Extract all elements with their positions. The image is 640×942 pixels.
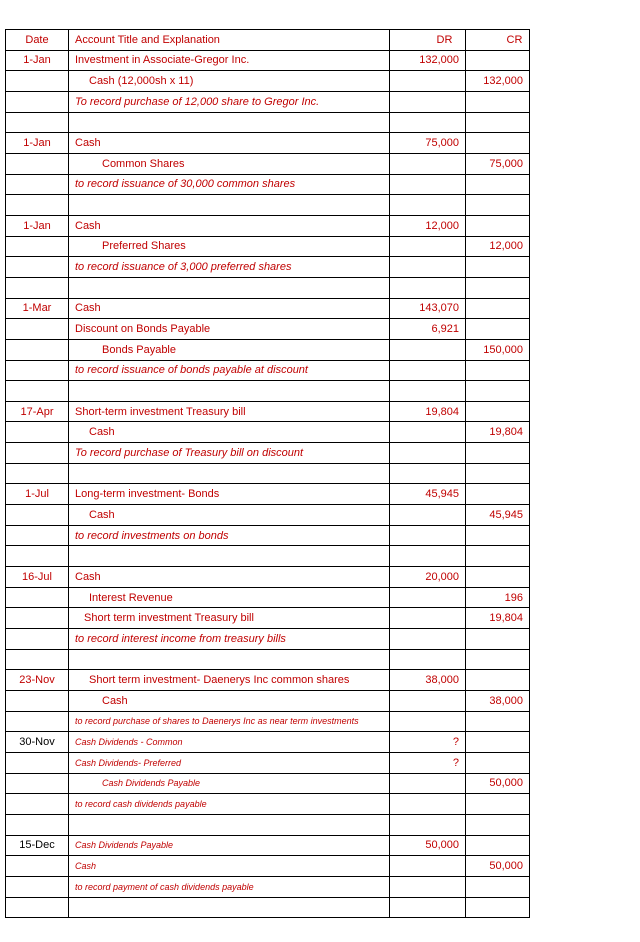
account-cell <box>69 670 390 691</box>
dr-cell <box>390 835 466 856</box>
dr-cell <box>390 133 466 154</box>
cr-cell <box>466 897 530 918</box>
cr-cell <box>466 360 530 381</box>
date-cell-text: 1-Jul <box>25 488 49 501</box>
date-cell <box>6 174 69 195</box>
cr-cell <box>466 50 530 71</box>
dr-cell <box>390 319 466 340</box>
account-cell-text: Long-term investment- Bonds <box>75 488 220 501</box>
header-account: Account Title and Explanation <box>69 30 390 51</box>
account-cell <box>69 505 390 526</box>
account-cell-text: to record issuance of bonds payable at discount <box>75 364 308 377</box>
date-cell <box>6 133 69 154</box>
table-row <box>6 319 530 340</box>
dr-cell <box>390 195 466 216</box>
account-cell <box>69 856 390 877</box>
dr-cell <box>390 257 466 278</box>
date-cell <box>6 587 69 608</box>
account-cell <box>69 835 390 856</box>
account-cell-text: Cash Dividends Payable <box>75 840 174 851</box>
account-cell <box>69 360 390 381</box>
cr-cell <box>466 835 530 856</box>
account-cell-text: Cash <box>75 861 97 872</box>
dr-cell-text: 20,000 <box>425 570 459 583</box>
account-cell <box>69 629 390 650</box>
account-cell <box>69 422 390 443</box>
date-cell <box>6 422 69 443</box>
table-row <box>6 153 530 174</box>
account-cell <box>69 608 390 629</box>
date-cell <box>6 443 69 464</box>
cr-cell <box>466 711 530 732</box>
account-cell <box>69 298 390 319</box>
table-row <box>6 835 530 856</box>
cr-cell <box>466 443 530 464</box>
date-cell <box>6 91 69 112</box>
table-row <box>6 174 530 195</box>
table-row <box>6 463 530 484</box>
table-row <box>6 484 530 505</box>
account-cell-text: Short term investment- Daenerys Inc common shares <box>89 674 350 687</box>
cr-cell-text: 50,000 <box>489 777 523 790</box>
cr-cell <box>466 629 530 650</box>
account-cell <box>69 587 390 608</box>
cr-cell <box>466 525 530 546</box>
account-cell <box>69 381 390 402</box>
date-cell <box>6 484 69 505</box>
dr-cell-text: 75,000 <box>425 137 459 150</box>
dr-cell <box>390 897 466 918</box>
account-cell <box>69 711 390 732</box>
dr-cell <box>390 215 466 236</box>
table-row <box>6 505 530 526</box>
account-cell <box>69 463 390 484</box>
table-row <box>6 422 530 443</box>
account-cell-text: To record purchase of 12,000 share to Gregor Inc. <box>75 95 320 108</box>
cr-cell-text: 75,000 <box>489 157 523 170</box>
dr-cell <box>390 298 466 319</box>
dr-cell <box>390 649 466 670</box>
dr-cell <box>390 856 466 877</box>
table-row <box>6 133 530 154</box>
date-cell <box>6 463 69 484</box>
cr-cell <box>466 732 530 753</box>
cr-cell <box>466 752 530 773</box>
cr-cell <box>466 856 530 877</box>
date-cell-text: 23-Nov <box>19 674 55 687</box>
date-cell-text: 1-Jan <box>23 137 51 150</box>
account-cell <box>69 691 390 712</box>
account-cell-text: Discount on Bonds Payable <box>75 323 211 336</box>
account-cell <box>69 732 390 753</box>
cr-cell <box>466 174 530 195</box>
date-cell <box>6 236 69 257</box>
account-cell-text: Preferred Shares <box>102 240 186 253</box>
dr-cell-text: 12,000 <box>425 219 459 232</box>
date-cell <box>6 876 69 897</box>
date-cell <box>6 215 69 236</box>
date-cell <box>6 319 69 340</box>
table-row <box>6 814 530 835</box>
dr-cell <box>390 360 466 381</box>
table-row <box>6 50 530 71</box>
dr-cell <box>390 339 466 360</box>
table-row <box>6 381 530 402</box>
account-cell-text: Cash <box>75 219 101 232</box>
cr-cell <box>466 319 530 340</box>
date-cell <box>6 691 69 712</box>
date-cell <box>6 50 69 71</box>
account-cell <box>69 71 390 92</box>
cr-cell <box>466 649 530 670</box>
date-cell <box>6 629 69 650</box>
cr-cell-text: 196 <box>504 591 523 604</box>
account-cell <box>69 814 390 835</box>
table-row <box>6 215 530 236</box>
dr-cell <box>390 463 466 484</box>
date-cell <box>6 814 69 835</box>
date-cell <box>6 794 69 815</box>
account-cell <box>69 897 390 918</box>
table-row <box>6 711 530 732</box>
dr-cell <box>390 91 466 112</box>
cr-cell <box>466 236 530 257</box>
account-cell-text: To record purchase of Treasury bill on discount <box>75 446 304 459</box>
date-cell <box>6 835 69 856</box>
dr-cell-text: 50,000 <box>425 839 459 852</box>
account-cell <box>69 174 390 195</box>
dr-cell-text: 19,804 <box>425 405 459 418</box>
dr-cell <box>390 381 466 402</box>
account-cell-text: Cash Dividends Payable <box>102 778 201 789</box>
date-cell <box>6 567 69 588</box>
table-row <box>6 856 530 877</box>
cr-cell <box>466 277 530 298</box>
table-row <box>6 360 530 381</box>
cr-cell <box>466 670 530 691</box>
dr-cell-text: 132,000 <box>419 54 459 67</box>
account-cell-text: Interest Revenue <box>89 591 173 604</box>
account-cell <box>69 525 390 546</box>
dr-cell <box>390 525 466 546</box>
table-row <box>6 401 530 422</box>
table-row <box>6 91 530 112</box>
dr-cell-text: 6,921 <box>431 323 459 336</box>
cr-cell <box>466 112 530 133</box>
date-cell <box>6 71 69 92</box>
dr-cell-text: ? <box>452 756 459 769</box>
account-cell <box>69 153 390 174</box>
table-row <box>6 649 530 670</box>
cr-cell <box>466 484 530 505</box>
date-cell-text: 1-Jan <box>23 54 51 67</box>
journal-table <box>5 29 530 918</box>
cr-cell-text: 12,000 <box>489 240 523 253</box>
date-cell <box>6 339 69 360</box>
dr-cell <box>390 236 466 257</box>
cr-cell <box>466 257 530 278</box>
cr-cell <box>466 401 530 422</box>
cr-cell <box>466 133 530 154</box>
account-cell <box>69 257 390 278</box>
account-cell <box>69 195 390 216</box>
account-cell-text: Cash Dividends- Preferred <box>75 757 182 768</box>
date-cell <box>6 649 69 670</box>
dr-cell <box>390 546 466 567</box>
dr-cell <box>390 505 466 526</box>
date-cell <box>6 752 69 773</box>
account-cell <box>69 401 390 422</box>
table-row <box>6 794 530 815</box>
account-cell <box>69 794 390 815</box>
cr-cell-text: 19,804 <box>489 426 523 439</box>
date-cell <box>6 897 69 918</box>
table-row <box>6 773 530 794</box>
date-cell <box>6 277 69 298</box>
header-dr: DR <box>390 30 466 51</box>
account-cell <box>69 752 390 773</box>
dr-cell <box>390 567 466 588</box>
date-cell <box>6 360 69 381</box>
cr-cell <box>466 422 530 443</box>
account-cell-text: Cash <box>75 570 101 583</box>
dr-cell <box>390 752 466 773</box>
table-row <box>6 876 530 897</box>
date-cell <box>6 195 69 216</box>
account-cell-text: to record payment of cash dividends payable <box>75 881 254 892</box>
dr-cell <box>390 443 466 464</box>
account-cell <box>69 443 390 464</box>
dr-cell <box>390 153 466 174</box>
cr-cell-text: 50,000 <box>489 860 523 873</box>
cr-cell-text: 150,000 <box>483 343 523 356</box>
account-cell-text: Cash <box>89 426 115 439</box>
date-cell <box>6 257 69 278</box>
cr-cell <box>466 567 530 588</box>
account-cell-text: Cash (12,000sh x 11) <box>89 75 194 88</box>
cr-cell <box>466 691 530 712</box>
account-cell-text: Cash <box>75 302 101 315</box>
account-cell <box>69 484 390 505</box>
table-row <box>6 277 530 298</box>
cr-cell <box>466 876 530 897</box>
account-cell <box>69 339 390 360</box>
date-cell-text: 30-Nov <box>19 736 55 749</box>
table-row <box>6 752 530 773</box>
table-row <box>6 443 530 464</box>
date-cell <box>6 608 69 629</box>
cr-cell-text: 132,000 <box>483 75 523 88</box>
date-cell <box>6 401 69 422</box>
account-cell-text: to record purchase of shares to Daenerys Inc as near term investments <box>75 716 359 727</box>
header-cr: CR <box>466 30 530 51</box>
cr-cell <box>466 608 530 629</box>
table-row <box>6 608 530 629</box>
account-cell <box>69 649 390 670</box>
dr-cell <box>390 732 466 753</box>
account-cell-text: to record issuance of 3,000 preferred shares <box>75 261 292 274</box>
account-cell <box>69 319 390 340</box>
cr-cell <box>466 814 530 835</box>
account-cell-text: to record issuance of 30,000 common shares <box>75 178 296 191</box>
date-cell <box>6 732 69 753</box>
account-cell <box>69 91 390 112</box>
account-cell-text: Investment in Associate-Gregor Inc. <box>75 54 250 67</box>
table-row <box>6 587 530 608</box>
dr-cell <box>390 50 466 71</box>
account-cell-text: Cash Dividends - Common <box>75 737 183 748</box>
table-row <box>6 195 530 216</box>
dr-cell <box>390 670 466 691</box>
account-cell <box>69 133 390 154</box>
dr-cell <box>390 629 466 650</box>
header-row <box>6 30 530 51</box>
cr-cell <box>466 794 530 815</box>
cr-cell <box>466 215 530 236</box>
cr-cell <box>466 91 530 112</box>
date-cell <box>6 505 69 526</box>
account-cell-text: Common Shares <box>102 157 185 170</box>
cr-cell-text: 45,945 <box>489 508 523 521</box>
cr-cell <box>466 71 530 92</box>
table-row <box>6 257 530 278</box>
account-cell <box>69 277 390 298</box>
dr-cell <box>390 112 466 133</box>
date-cell <box>6 546 69 567</box>
account-cell <box>69 567 390 588</box>
table-row <box>6 236 530 257</box>
account-cell-text: Cash <box>75 137 101 150</box>
table-row <box>6 897 530 918</box>
account-cell-text: to record interest income from treasury bills <box>75 632 286 645</box>
table-row <box>6 629 530 650</box>
dr-cell <box>390 608 466 629</box>
table-row <box>6 670 530 691</box>
account-cell <box>69 546 390 567</box>
dr-cell <box>390 587 466 608</box>
table-row <box>6 567 530 588</box>
cr-cell <box>466 153 530 174</box>
cr-cell <box>466 298 530 319</box>
dr-cell-text: 143,070 <box>419 302 459 315</box>
date-cell <box>6 525 69 546</box>
table-row <box>6 732 530 753</box>
dr-cell-text: 38,000 <box>425 674 459 687</box>
dr-cell <box>390 773 466 794</box>
date-cell-text: 1-Mar <box>22 302 52 315</box>
date-cell-text: 17-Apr <box>20 405 54 418</box>
cr-cell <box>466 505 530 526</box>
account-cell <box>69 50 390 71</box>
account-cell <box>69 876 390 897</box>
dr-cell <box>390 422 466 443</box>
table-row <box>6 525 530 546</box>
table-row <box>6 546 530 567</box>
dr-cell <box>390 711 466 732</box>
account-cell-text: Short term investment Treasury bill <box>84 612 254 625</box>
header-date: Date <box>6 30 69 51</box>
account-cell <box>69 236 390 257</box>
table-row <box>6 298 530 319</box>
date-cell-text: 1-Jan <box>23 219 51 232</box>
account-cell-text: to record cash dividends payable <box>75 799 207 810</box>
date-cell <box>6 711 69 732</box>
dr-cell <box>390 794 466 815</box>
account-cell-text: Bonds Payable <box>102 343 176 356</box>
account-cell-text: Short-term investment Treasury bill <box>75 405 246 418</box>
date-cell-text: 16-Jul <box>22 570 52 583</box>
date-cell-text: 15-Dec <box>19 839 55 852</box>
date-cell <box>6 298 69 319</box>
cr-cell <box>466 339 530 360</box>
account-cell <box>69 112 390 133</box>
table-row <box>6 339 530 360</box>
cr-cell <box>466 463 530 484</box>
cr-cell <box>466 546 530 567</box>
account-cell-text: Cash <box>89 508 115 521</box>
account-cell <box>69 773 390 794</box>
table-row <box>6 112 530 133</box>
cr-cell <box>466 587 530 608</box>
dr-cell <box>390 174 466 195</box>
dr-cell <box>390 814 466 835</box>
dr-cell <box>390 71 466 92</box>
dr-cell-text: 45,945 <box>425 488 459 501</box>
date-cell <box>6 670 69 691</box>
table-row <box>6 691 530 712</box>
cr-cell <box>466 773 530 794</box>
account-cell-text: Cash <box>102 694 128 707</box>
cr-cell <box>466 381 530 402</box>
account-cell <box>69 215 390 236</box>
dr-cell <box>390 876 466 897</box>
cr-cell-text: 38,000 <box>489 694 523 707</box>
date-cell <box>6 856 69 877</box>
cr-cell-text: 19,804 <box>489 612 523 625</box>
account-cell-text: to record investments on bonds <box>75 529 229 542</box>
dr-cell <box>390 691 466 712</box>
dr-cell <box>390 401 466 422</box>
date-cell <box>6 112 69 133</box>
date-cell <box>6 153 69 174</box>
dr-cell <box>390 484 466 505</box>
dr-cell-text: ? <box>452 736 459 749</box>
cr-cell <box>466 195 530 216</box>
date-cell <box>6 381 69 402</box>
dr-cell <box>390 277 466 298</box>
date-cell <box>6 773 69 794</box>
table-row <box>6 71 530 92</box>
